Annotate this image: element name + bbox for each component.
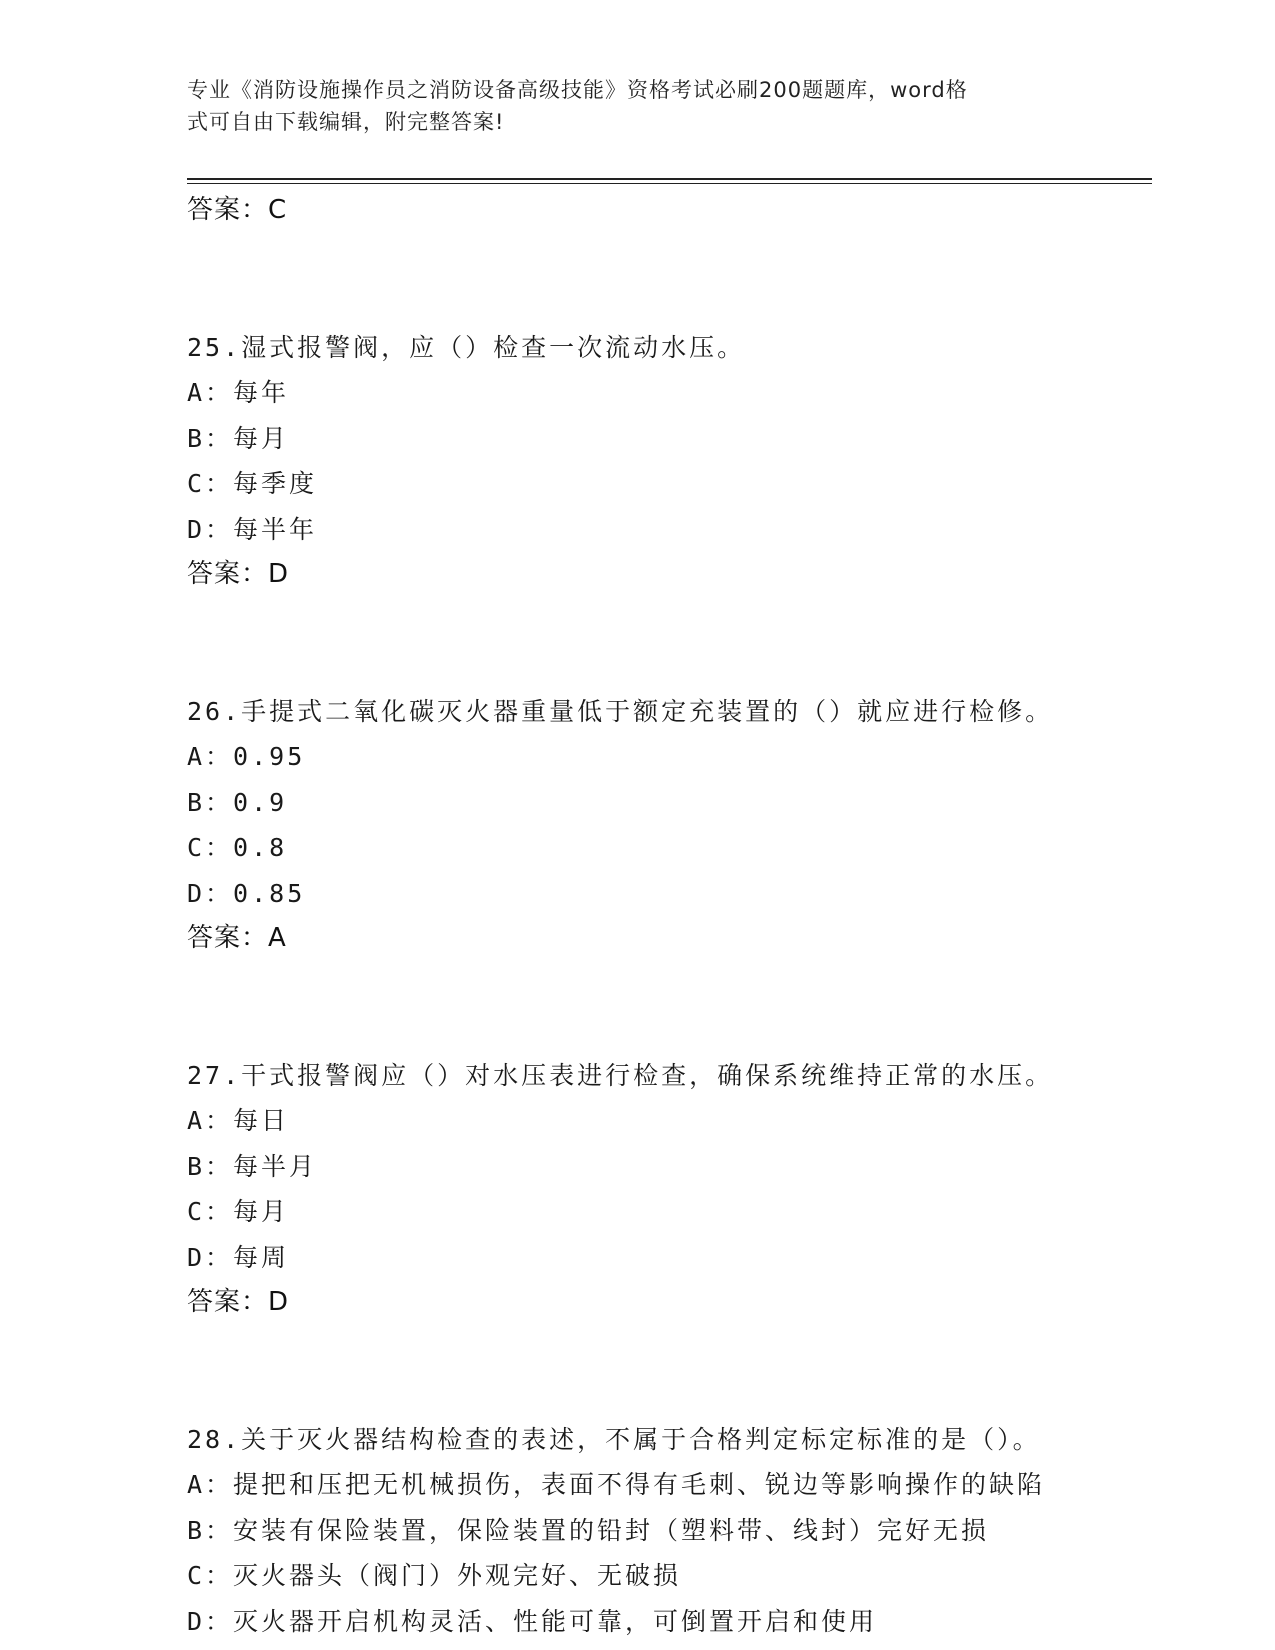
option-d: D：每半年 (187, 514, 318, 544)
question-stem: 25.湿式报警阀，应（）检查一次流动水压。 (187, 332, 746, 362)
question-list (187, 188, 1152, 1644)
option-b: B：0.9 (187, 787, 288, 817)
option-c: C：0.8 (187, 833, 288, 862)
spacer (187, 962, 1152, 1053)
spacer (187, 1326, 1152, 1417)
option-a: A：每年 (187, 378, 290, 407)
option-d: D：0.85 (187, 878, 306, 908)
question-stem: 28.关于灭火器结构检查的表述，不属于合格判定标定标准的是（）。 (187, 1424, 1041, 1454)
option-c: C：每月 (187, 1197, 290, 1226)
question-25 (187, 325, 1152, 598)
question-26 (187, 689, 1152, 962)
question-stem: 26.手提式二氧化碳灭火器重量低于额定充装置的（）就应进行检修。 (187, 696, 1054, 726)
option-c: C：灭火器头（阀门）外观完好、无破损 (187, 1561, 682, 1590)
option-a: A：提把和压把无机械损伤，表面不得有毛刺、锐边等影响操作的缺陷 (187, 1470, 1046, 1499)
document-header (187, 74, 1067, 138)
answer: 答案：D (187, 559, 290, 589)
spacer (187, 234, 1152, 325)
option-a: A：0.95 (187, 742, 306, 771)
answer: 答案：D (187, 1287, 290, 1317)
question-27 (187, 1053, 1152, 1326)
spacer (187, 598, 1152, 689)
question-28 (187, 1417, 1152, 1645)
question-stem: 27.干式报警阀应（）对水压表进行检查，确保系统维持正常的水压。 (187, 1060, 1054, 1090)
header-rule-thick (187, 178, 1152, 180)
answer: 答案：A (187, 923, 287, 953)
option-b: B：安装有保险装置，保险装置的铅封（塑料带、线封）完好无损 (187, 1515, 990, 1545)
option-d: D：每周 (187, 1242, 290, 1272)
option-b: B：每半月 (187, 1151, 318, 1181)
header-line-1: 专业《消防设施操作员之消防设备高级技能》资格考试必刷200题题库，word格 (187, 78, 968, 102)
option-a: A：每日 (187, 1106, 290, 1135)
option-d: D：灭火器开启机构灵活、性能可靠，可倒置开启和使用 (187, 1606, 878, 1636)
option-c: C：每季度 (187, 469, 318, 498)
option-b: B：每月 (187, 423, 290, 453)
header-rule-thin (187, 183, 1152, 184)
header-line-2: 式可自由下载编辑，附完整答案! (187, 110, 505, 134)
previous-answer: 答案：C (187, 195, 288, 225)
